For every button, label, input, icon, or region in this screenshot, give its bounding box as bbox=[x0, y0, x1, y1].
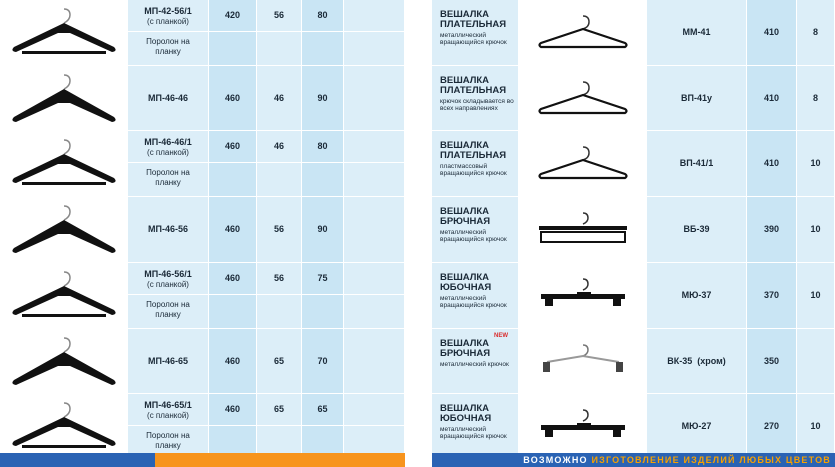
value-model: ВБ-39 bbox=[683, 224, 710, 234]
hanger-image bbox=[519, 197, 647, 263]
product-description: металлический вращающийся крючок bbox=[440, 32, 507, 46]
hanger-image bbox=[0, 131, 128, 197]
value-cell-c2 bbox=[797, 394, 835, 460]
model-note: (с планкой) bbox=[147, 148, 189, 157]
value-cell-c1 bbox=[747, 329, 797, 394]
value-c2: 46 bbox=[273, 141, 284, 151]
model-code: МП-42-56/1 bbox=[144, 6, 192, 16]
value-c2: 46 bbox=[273, 92, 284, 103]
value-c2: 8 bbox=[812, 92, 818, 103]
product-name-cell bbox=[432, 131, 519, 197]
value-c1: 410 bbox=[763, 27, 780, 37]
hanger-image bbox=[519, 263, 647, 329]
product-row bbox=[432, 263, 835, 329]
product-row bbox=[0, 131, 405, 197]
value-cell-c2 bbox=[797, 197, 835, 263]
value-cell-c3 bbox=[302, 197, 344, 263]
footer-text-part1: ВОЗМОЖНО bbox=[523, 455, 588, 465]
empty-cell bbox=[344, 263, 405, 329]
model-cell bbox=[128, 131, 209, 197]
model-code: МП-46-56 bbox=[148, 224, 188, 234]
value-cell-c1 bbox=[747, 197, 797, 263]
value-c3: 65 bbox=[317, 404, 328, 414]
value-cell-c3 bbox=[302, 131, 344, 197]
value-cell-c3 bbox=[302, 66, 344, 131]
product-description: металлический вращающийся крючок bbox=[440, 295, 507, 309]
value-cell-c2 bbox=[257, 394, 302, 460]
model-cell bbox=[128, 394, 209, 460]
value-cell-c3 bbox=[302, 263, 344, 329]
value-cell-c1 bbox=[747, 394, 797, 460]
empty-cell bbox=[344, 66, 405, 131]
value-cell-c3 bbox=[302, 329, 344, 394]
value-cell-c1 bbox=[209, 0, 257, 66]
value-cell-model bbox=[647, 394, 747, 460]
value-cell-c1 bbox=[209, 394, 257, 460]
footer-bar-orange bbox=[155, 453, 405, 467]
value-c1: 460 bbox=[224, 404, 241, 414]
value-cell-c2 bbox=[797, 0, 835, 66]
model-cell bbox=[128, 66, 209, 131]
hanger-image bbox=[0, 0, 128, 66]
value-cell-c2 bbox=[797, 131, 835, 197]
product-name-cell bbox=[432, 329, 519, 394]
value-c1: 350 bbox=[763, 355, 780, 366]
value-cell-c1 bbox=[209, 263, 257, 329]
value-model: МЮ-27 bbox=[681, 421, 712, 431]
product-name-line1: ВЕШАЛКА bbox=[440, 403, 490, 414]
value-cell-model bbox=[647, 263, 747, 329]
value-cell-c1 bbox=[209, 197, 257, 263]
product-name-line2: ЮБОЧНАЯ bbox=[440, 282, 492, 293]
product-row bbox=[0, 0, 405, 66]
hanger-image bbox=[0, 197, 128, 263]
product-row bbox=[432, 329, 835, 394]
value-c3: 70 bbox=[317, 355, 328, 366]
value-c2: 10 bbox=[810, 158, 821, 168]
product-row bbox=[432, 197, 835, 263]
new-badge: NEW bbox=[494, 333, 508, 339]
product-description: металлический вращающийся крючок bbox=[440, 426, 507, 440]
value-cell-c1 bbox=[209, 329, 257, 394]
product-description: пластмассовый вращающийся крючок bbox=[440, 163, 507, 177]
value-model: ММ-41 bbox=[682, 27, 711, 37]
foam-note: Поролон на планку bbox=[146, 37, 190, 56]
model-code: МП-46-56/1 bbox=[144, 269, 192, 279]
value-cell-c1 bbox=[747, 66, 797, 131]
value-model: ВП-41/1 bbox=[679, 158, 714, 168]
value-c2: 56 bbox=[273, 224, 284, 234]
empty-cell bbox=[344, 394, 405, 460]
value-cell-c2 bbox=[797, 66, 835, 131]
hanger-image bbox=[519, 66, 647, 131]
product-row bbox=[432, 0, 835, 66]
value-c1: 370 bbox=[763, 290, 780, 300]
value-c1: 460 bbox=[224, 141, 241, 151]
value-c3: 90 bbox=[317, 92, 328, 103]
value-cell-c2 bbox=[257, 0, 302, 66]
value-c1: 460 bbox=[224, 92, 241, 103]
model-note: (с планкой) bbox=[147, 280, 189, 289]
product-name-line2: ПЛАТЕЛЬНАЯ bbox=[440, 19, 507, 30]
model-note: (с планкой) bbox=[147, 411, 189, 420]
product-name-cell bbox=[432, 197, 519, 263]
value-cell-c1 bbox=[209, 131, 257, 197]
value-c1: 410 bbox=[763, 92, 780, 103]
hanger-image bbox=[0, 329, 128, 394]
value-cell-model bbox=[647, 131, 747, 197]
product-row bbox=[0, 263, 405, 329]
model-cell bbox=[128, 329, 209, 394]
value-cell-c2 bbox=[257, 66, 302, 131]
product-description: металлический крючок bbox=[440, 361, 509, 368]
product-name-cell bbox=[432, 0, 519, 66]
product-row bbox=[0, 329, 405, 394]
product-name-line1: ВЕШАЛКА bbox=[440, 75, 490, 86]
value-c2: 10 bbox=[810, 224, 821, 234]
product-row bbox=[432, 394, 835, 460]
product-row bbox=[432, 131, 835, 197]
product-name-line2: ПЛАТЕЛЬНАЯ bbox=[440, 150, 507, 161]
value-c1: 410 bbox=[763, 158, 780, 168]
value-c2: 65 bbox=[273, 404, 284, 414]
product-name-line1: ВЕШАЛКА bbox=[440, 9, 490, 20]
value-cell-c3 bbox=[302, 394, 344, 460]
value-c3: 90 bbox=[317, 224, 328, 234]
product-name-line2: БРЮЧНАЯ bbox=[440, 216, 491, 227]
empty-cell bbox=[344, 197, 405, 263]
value-model: ВП-41у bbox=[681, 92, 712, 103]
value-c3: 75 bbox=[317, 273, 328, 283]
hanger-image bbox=[0, 66, 128, 131]
product-row bbox=[0, 394, 405, 460]
foam-note: Поролон на планку bbox=[146, 300, 190, 319]
product-name-line1: ВЕШАЛКА bbox=[440, 206, 490, 217]
hanger-image bbox=[519, 329, 647, 394]
product-description: металлический вращающийся крючок bbox=[440, 229, 507, 243]
product-row bbox=[432, 66, 835, 131]
value-cell-c2 bbox=[797, 329, 835, 394]
value-model: ВК-35 (хром) bbox=[667, 355, 726, 366]
product-name-line2: БРЮЧНАЯ bbox=[440, 348, 491, 359]
foam-note: Поролон на планку bbox=[146, 431, 190, 450]
empty-cell bbox=[344, 0, 405, 66]
value-cell-c1 bbox=[209, 66, 257, 131]
value-c2: 10 bbox=[810, 290, 821, 300]
value-cell-c2 bbox=[257, 263, 302, 329]
foam-note: Поролон на планку bbox=[146, 168, 190, 187]
model-code: МП-46-46/1 bbox=[144, 137, 192, 147]
value-c3: 80 bbox=[317, 10, 328, 20]
value-c1: 460 bbox=[224, 224, 241, 234]
value-cell-c3 bbox=[302, 0, 344, 66]
value-c1: 270 bbox=[763, 421, 780, 431]
product-row bbox=[0, 197, 405, 263]
product-name-line1: ВЕШАЛКА bbox=[440, 140, 490, 151]
hanger-image bbox=[519, 0, 647, 66]
product-name-cell bbox=[432, 66, 519, 131]
right-catalog-table bbox=[432, 0, 835, 467]
product-name-cell bbox=[432, 263, 519, 329]
value-cell-c2 bbox=[797, 263, 835, 329]
hanger-image bbox=[0, 263, 128, 329]
value-c2: 56 bbox=[273, 10, 284, 20]
value-cell-model bbox=[647, 197, 747, 263]
product-name-line2: ПЛАТЕЛЬНАЯ bbox=[440, 85, 507, 96]
model-cell bbox=[128, 197, 209, 263]
value-cell-c1 bbox=[747, 0, 797, 66]
footer-text-part2: ИЗГОТОВЛЕНИЕ ИЗДЕЛИЙ ЛЮБЫХ ЦВЕТОВ bbox=[591, 455, 831, 465]
model-note: (с планкой) bbox=[147, 17, 189, 26]
value-c2: 8 bbox=[812, 27, 818, 37]
product-row bbox=[0, 66, 405, 131]
model-cell bbox=[128, 0, 209, 66]
value-c2: 10 bbox=[810, 421, 821, 431]
empty-cell bbox=[344, 131, 405, 197]
value-cell-c2 bbox=[257, 329, 302, 394]
footer-bar-blue bbox=[0, 453, 155, 467]
hanger-image bbox=[519, 394, 647, 460]
value-c3: 80 bbox=[317, 141, 328, 151]
model-code: МП-46-65/1 bbox=[144, 400, 192, 410]
product-name-cell bbox=[432, 394, 519, 460]
model-code: МП-46-46 bbox=[148, 92, 188, 103]
hanger-image bbox=[0, 394, 128, 460]
product-name-line1: ВЕШАЛКА bbox=[440, 338, 490, 349]
hanger-image bbox=[519, 131, 647, 197]
footer-banner bbox=[432, 453, 835, 467]
value-model: МЮ-37 bbox=[681, 290, 712, 300]
model-code: МП-46-65 bbox=[148, 355, 188, 366]
product-name-line2: ЮБОЧНАЯ bbox=[440, 413, 492, 424]
value-c1: 460 bbox=[224, 355, 241, 366]
model-cell bbox=[128, 263, 209, 329]
product-name-line1: ВЕШАЛКА bbox=[440, 272, 490, 283]
value-cell-c2 bbox=[257, 197, 302, 263]
value-cell-c1 bbox=[747, 131, 797, 197]
product-description: крючок складывается во всех направлениях bbox=[440, 98, 514, 112]
value-cell-c1 bbox=[747, 263, 797, 329]
value-c1: 460 bbox=[224, 273, 241, 283]
value-c2: 65 bbox=[273, 355, 284, 366]
value-cell-model bbox=[647, 329, 747, 394]
value-cell-model bbox=[647, 66, 747, 131]
value-c2: 56 bbox=[273, 273, 284, 283]
empty-cell bbox=[344, 329, 405, 394]
value-c1: 420 bbox=[224, 10, 241, 20]
value-cell-c2 bbox=[257, 131, 302, 197]
left-catalog-table bbox=[0, 0, 405, 467]
value-cell-model bbox=[647, 0, 747, 66]
value-c1: 390 bbox=[763, 224, 780, 234]
